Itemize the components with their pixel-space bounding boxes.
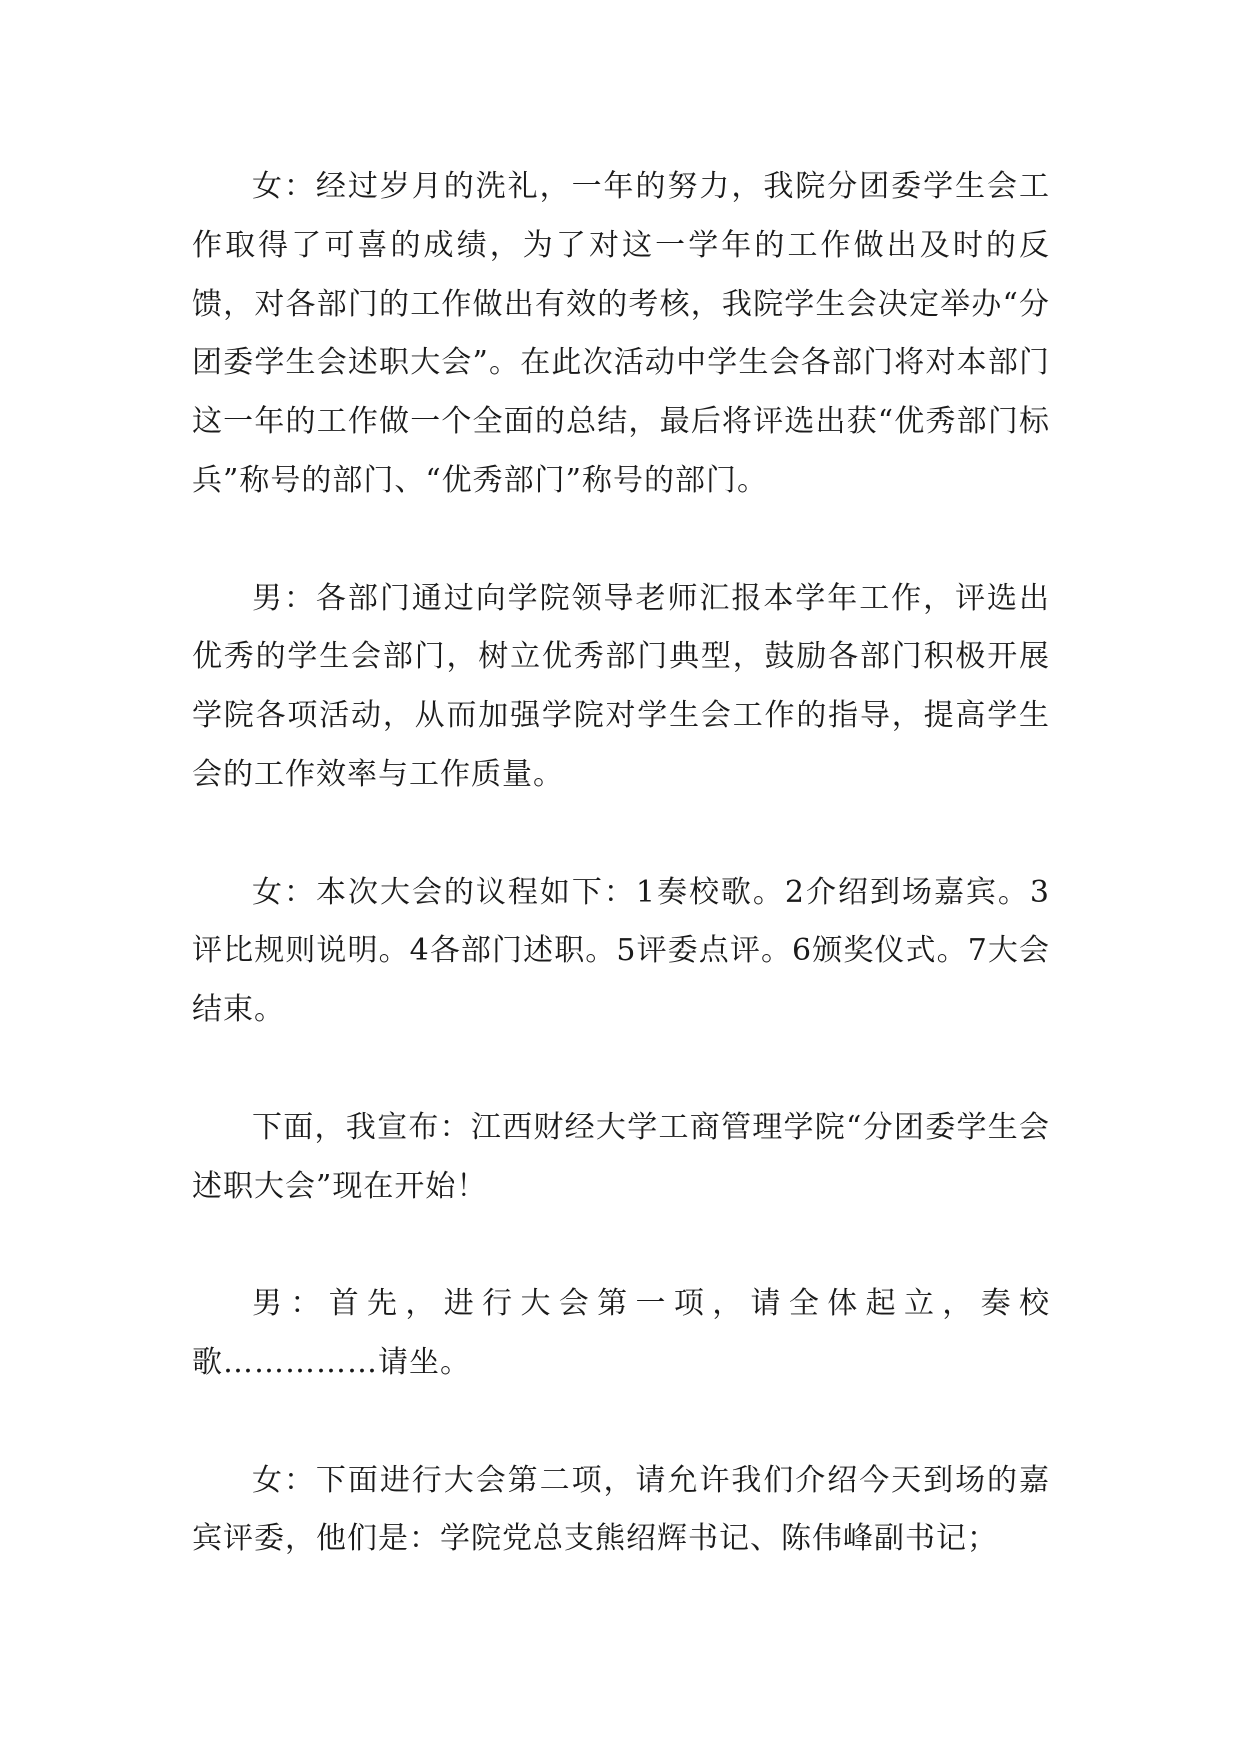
paragraph-agenda-female: 女：本次大会的议程如下：1奏校歌。2介绍到场嘉宾。3评比规则说明。4各部门述职。5评委点评。6颁奖仪式。7大会结束。 [192, 874, 1050, 1028]
paragraph-announcement: 下面，我宣布：江西财经大学工商管理学院“分团委学生会述职大会”现在开始！ [192, 1109, 1050, 1204]
paragraph-guests-female: 女：下面进行大会第二项，请允许我们介绍今天到场的嘉宾评委，他们是：学院党总支熊绍辉书记、陈伟峰副书记； [192, 1462, 1050, 1557]
paragraph-opening-female: 女：经过岁月的洗礼，一年的努力，我院分团委学生会工作取得了可喜的成绩，为了对这一学年的工作做出及时的反馈，对各部门的工作做出有效的考核，我院学生会决定举办“分团委学生会述职大会”。在此次活动中学生会各部门将对本部门这一年的工作做一个全面的总结，最后将评选出获“优秀部门标兵”称号的部门、“优秀部门”称号的部门。 [192, 169, 1050, 498]
paragraph-school-song-male: 男：首先，进行大会第一项，请全体起立，奏校歌……………请坐。 [192, 1286, 1050, 1380]
paragraph-purpose-male: 男：各部门通过向学院领导老师汇报本学年工作，评选出优秀的学生会部门，树立优秀部门典型，鼓励各部门积极开展学院各项活动，从而加强学院对学生会工作的指导，提高学生会的工作效率与工作质量。 [192, 580, 1050, 792]
document-body [192, 158, 1050, 1628]
